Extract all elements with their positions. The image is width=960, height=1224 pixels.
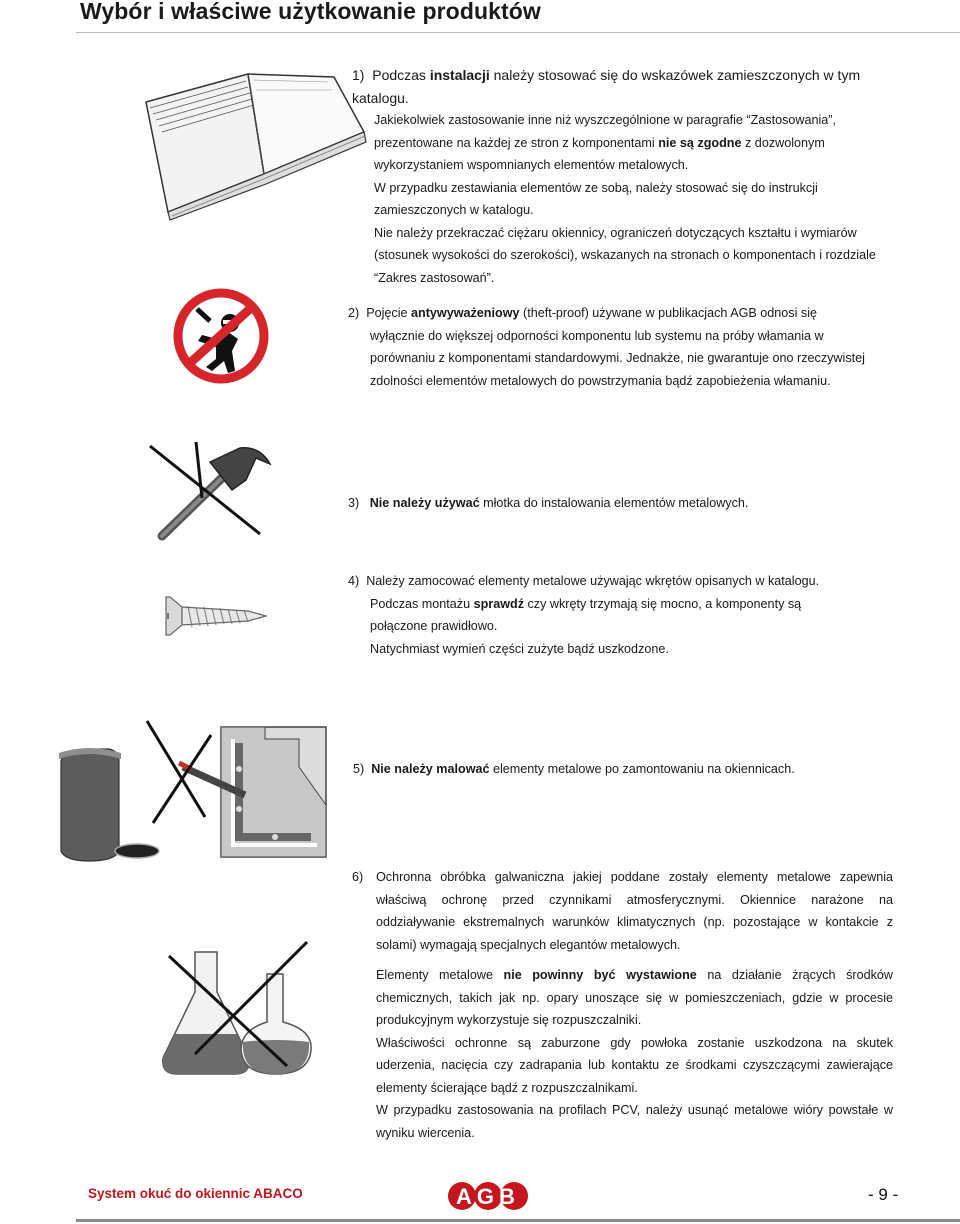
footer-title: System okuć do okiennic ABACO xyxy=(88,1186,303,1201)
paragraph-line xyxy=(352,132,912,155)
logo-text: AGB xyxy=(456,1184,520,1209)
paragraph-line xyxy=(348,570,888,593)
paragraph-line: Nie należy przekraczać ciężaru okiennicy, ograniczeń dotyczących kształtu i wymiarów xyxy=(374,225,857,240)
paragraph-line: “Zakres zastosowań”. xyxy=(374,270,495,285)
bold-text: Nie należy używać xyxy=(369,496,480,510)
bold-text: nie powinny być wystawione xyxy=(503,968,697,982)
section-2 xyxy=(348,302,888,392)
crossed-chemicals-icon xyxy=(155,938,335,1078)
text: z dozwolonym xyxy=(741,135,825,150)
text: czy wkręty trzymają się mocno, a komponenty są xyxy=(524,596,802,611)
no-burglar-icon xyxy=(172,287,270,385)
text: młotka do instalowania elementów metalowych. xyxy=(479,496,749,510)
paragraph-line xyxy=(348,593,888,616)
section-number: 5) xyxy=(353,762,365,776)
book-icon xyxy=(138,72,372,222)
page-number: - 9 - xyxy=(868,1185,899,1204)
text: elementy metalowe po zamontowaniu na okiennicach. xyxy=(489,762,795,776)
paragraph-text: W przypadku zastosowania na profilach PCV, należy usunąć metalowe wióry powstałe w wyniku wiercenia. xyxy=(376,1103,893,1140)
paragraph-line: zamieszczonych w katalogu. xyxy=(374,203,534,217)
paragraph-line: (stosunek wysokości do szerokości), wskazanych na stronach o komponentach i rozdziale xyxy=(374,248,876,262)
section-number: 2) xyxy=(348,306,360,320)
text: Pojęcie xyxy=(366,306,412,320)
paragraph-line: wyłącznie do większej odporności komponentu lub systemu na próby włamania w xyxy=(370,328,824,343)
text: należy stosować się do wskazówek zamieszczonych w tym katalogu. xyxy=(352,67,861,106)
text: na działanie żrących środków chemicznych, takich jak np. opary unoszące się w pomieszczeniach, gdzie w procesie produkcyjnym wykorzystuje się rozpuszczalniki. xyxy=(376,968,893,1027)
text: (theft-proof) używane w publikacjach AGB odnosi się xyxy=(519,306,818,320)
text: Elementy metalowe xyxy=(376,968,504,982)
paragraph xyxy=(352,866,893,956)
section-number: 6) xyxy=(352,870,364,884)
bold-text: nie są zgodne xyxy=(658,135,742,150)
paragraph-line: wykorzystaniem wspomnianych elementów metalowych. xyxy=(374,158,689,172)
agb-logo xyxy=(447,1179,529,1213)
paragraph-line: Natychmiast wymień części zużyte bądź uszkodzone. xyxy=(370,641,669,656)
bold-text: Nie należy malować xyxy=(371,762,490,776)
text: Należy zamocować elementy metalowe używając wkrętów opisanych w katalogu. xyxy=(366,574,820,588)
paragraph-line xyxy=(348,492,888,515)
paragraph-line: W przypadku zestawiania elementów ze sobą, należy stosować się do instrukcji xyxy=(374,180,818,195)
top-divider xyxy=(76,32,960,33)
paragraph-line: połączone prawidłowo. xyxy=(370,619,498,633)
crossed-hammer-icon xyxy=(148,440,280,544)
text: Podczas montażu xyxy=(370,596,474,611)
section-number: 3) xyxy=(348,496,360,510)
section-number: 1) xyxy=(352,67,365,83)
text: Podczas xyxy=(372,67,430,83)
paragraph xyxy=(352,964,893,1144)
paragraph-line: zdolności elementów metalowych do powstrzymania bądź zapobieżenia włamaniu. xyxy=(370,373,831,388)
paragraph-line xyxy=(353,758,893,781)
paragraph-text xyxy=(376,964,893,1032)
bold-text: sprawdź xyxy=(473,596,524,611)
section-1 xyxy=(352,64,912,289)
section-number: 4) xyxy=(348,574,360,588)
paragraph-line: Jakiekolwiek zastosowanie inne niż wyszczególnione w paragrafie “Zastosowania”, xyxy=(374,113,836,127)
section-6 xyxy=(352,866,893,1144)
paragraph-line: porównaniu z komponentami standardowymi. Jednakże, nie gwarantuje ono rzeczywistej xyxy=(370,351,865,365)
paragraph-line xyxy=(348,302,888,325)
section-3 xyxy=(348,492,888,515)
bottom-divider xyxy=(76,1219,960,1222)
screw-icon xyxy=(160,593,270,639)
bold-text: antywyważeniowy xyxy=(411,306,520,320)
paragraph-text: Właściwości ochronne są zaburzone gdy powłoka zostanie uszkodzona na skutek uderzenia, nacięcia czy zadrapania lub kontaktu ze środkami czyszczącymi zawierające elementy ścierające bądź z rozpuszczalnikami. xyxy=(376,1035,893,1095)
paragraph-text: Ochronna obróbka galwaniczna jakiej poddane zostały elementy metalowe zapewnia właściwą ochronę przed czynnikami atmosferycznymi. Okiennice narażone na oddziaływanie ekstremalnych warunków klimatycznych (np. pozostające w kontakcie z solami) wymagają specjalnych elegantów metalowych. xyxy=(376,870,893,952)
section-4 xyxy=(348,570,888,660)
text: prezentowane na każdej ze stron z komponentami xyxy=(374,135,659,150)
page-title: Wybór i właściwe użytkowanie produktów xyxy=(80,0,541,24)
crossed-paint-icon xyxy=(55,717,330,867)
bold-text: instalacji xyxy=(429,67,490,83)
section-5 xyxy=(353,758,893,781)
